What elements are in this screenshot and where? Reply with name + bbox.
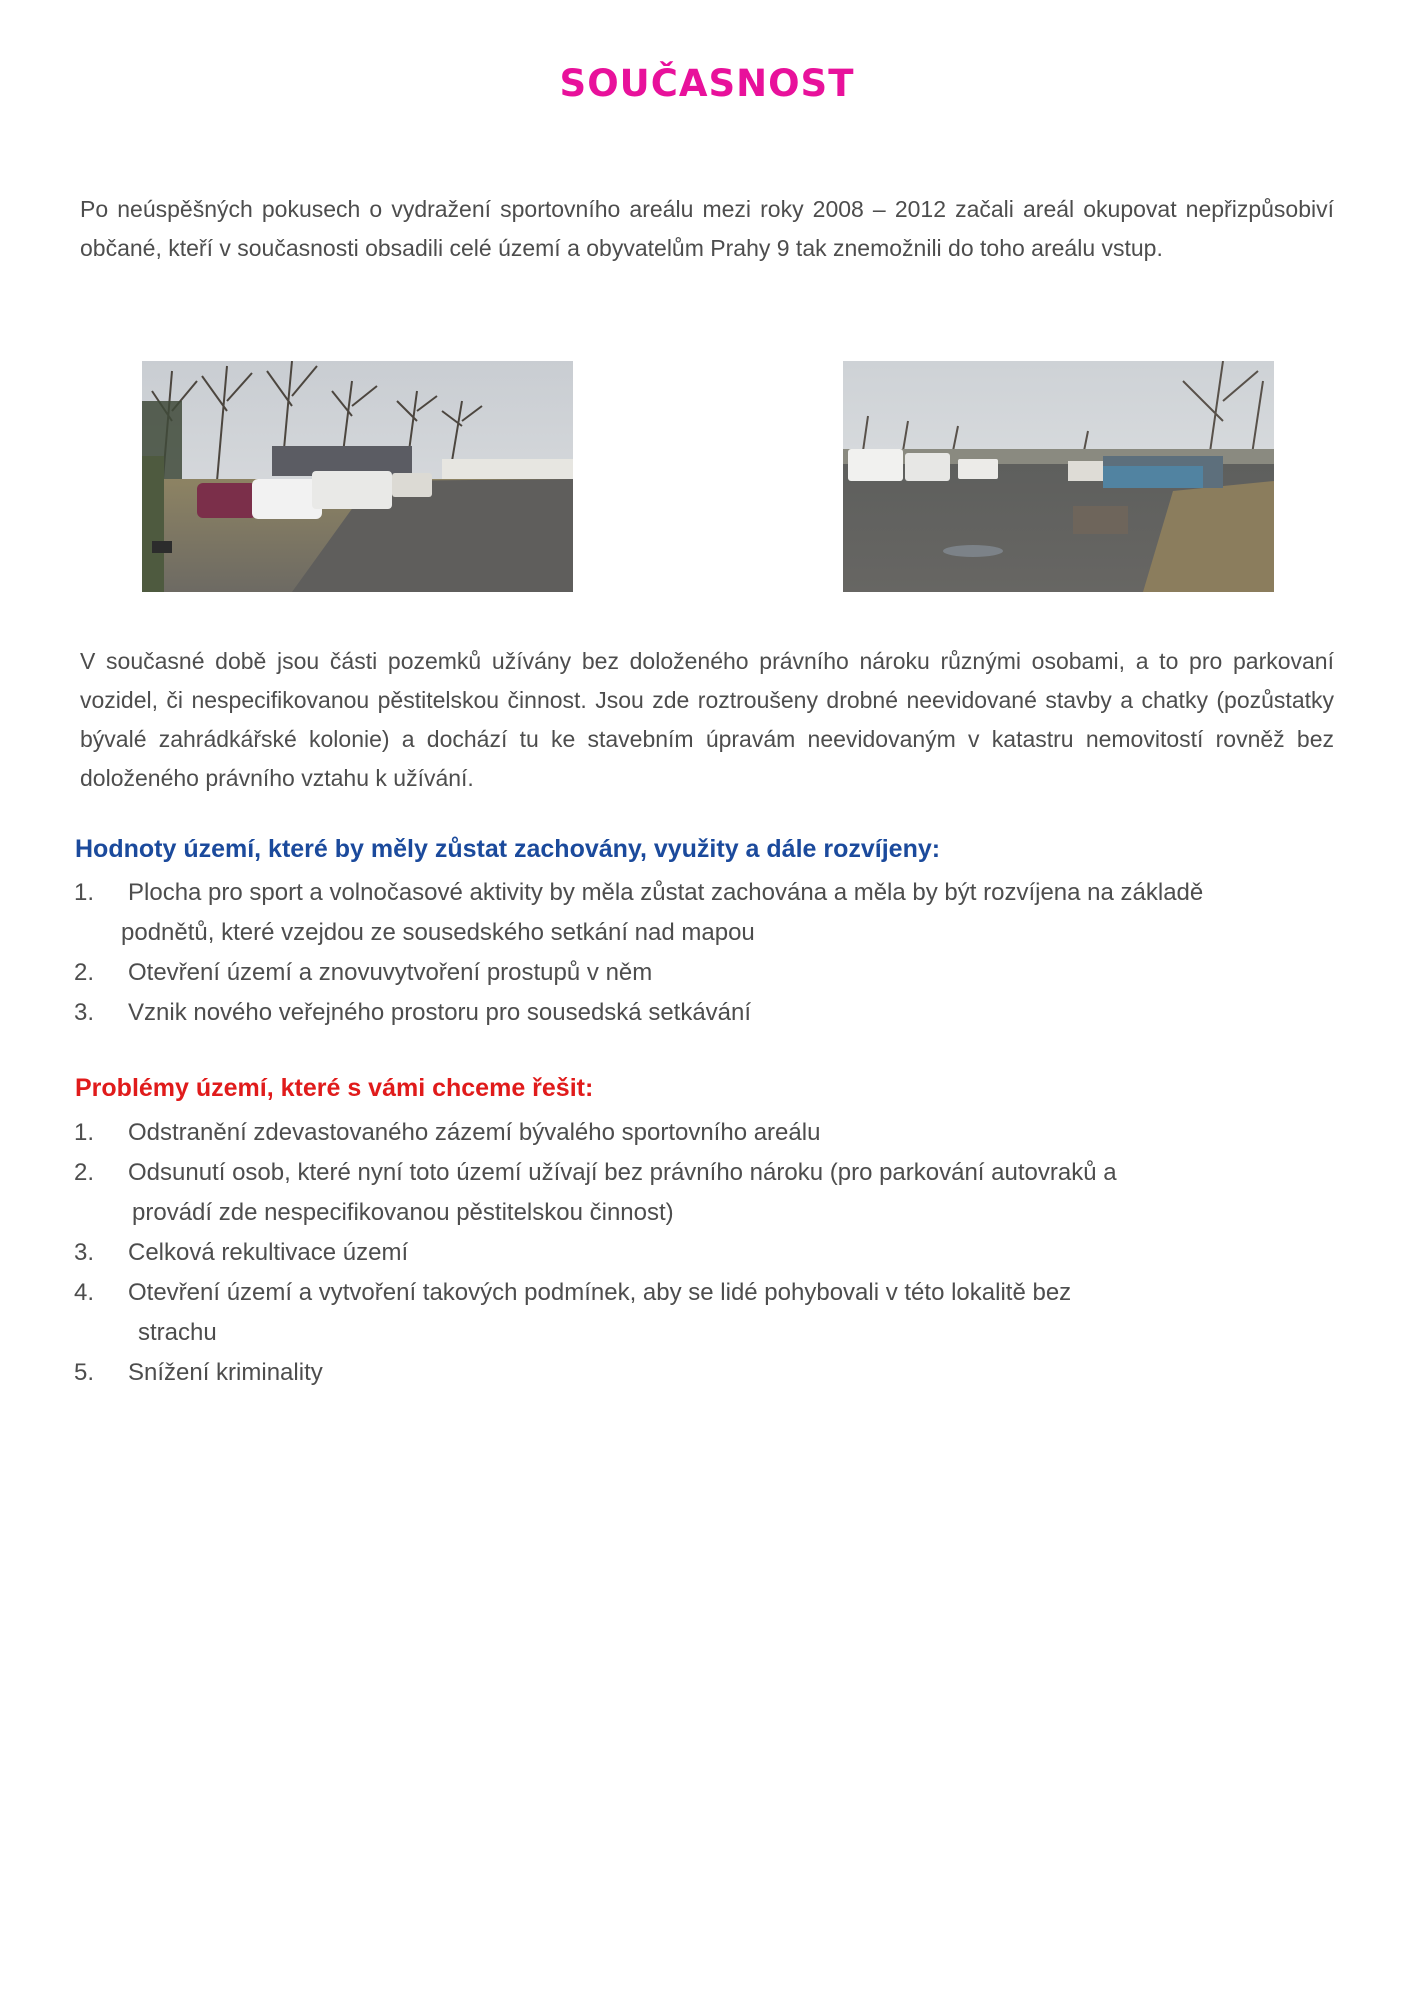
values-list xyxy=(74,873,1334,1033)
body-paragraph: V současné době jsou části pozemků užívány bez doloženého právního nároku různými osobami, a to pro parkovaní vozidel, či nespecifikovanou pěstitelskou činnost. Jsou zde roztroušeny drobné neevidované stavby a chatky (pozůstatky bývalé zahrádkářské kolonie) a dochází tu ke stavebním úpravám neevidovaným v katastru nemovitostí rovněž bez doloženého právního vztahu k užívání. xyxy=(80,648,1334,791)
photo-parked-cars xyxy=(142,361,573,592)
list-item: 3. Celková rekultivace území xyxy=(74,1239,409,1266)
page-title: SOUČASNOST xyxy=(559,62,855,105)
list-item: 2. Odsunutí osob, které nyní toto území užívají bez právního nároku (pro parkování autovraků a provádí zde nespecifikovanou pěstitelskou činnost) xyxy=(74,1159,1117,1226)
problems-heading: Problémy území, které s vámi chceme řešit: xyxy=(75,1074,594,1102)
list-item: 3. Vznik nového veřejného prostoru pro sousedská setkávání xyxy=(74,999,752,1026)
list-item: 5. Snížení kriminality xyxy=(74,1359,323,1386)
list-item: 4. Otevření území a vytvoření takových podmínek, aby se lidé pohybovali v této lokalitě bez strachu xyxy=(74,1279,1072,1346)
problems-list xyxy=(74,1113,1334,1393)
values-heading: Hodnoty území, které by měly zůstat zachovány, využity a dále rozvíjeny: xyxy=(75,835,941,863)
list-item: 1. Odstranění zdevastovaného zázemí bývalého sportovního areálu xyxy=(74,1119,821,1146)
list-item: 1. Plocha pro sport a volnočasové aktivity by měla zůstat zachována a měla by být rozvíjena na základě podnětů, které vzejdou ze sousedského setkání nad mapou xyxy=(74,879,1204,946)
photo-caravans xyxy=(843,361,1274,592)
list-item: 2. Otevření území a znovuvytvoření prostupů v něm xyxy=(74,959,653,986)
intro-paragraph: Po neúspěšných pokusech o vydražení sportovního areálu mezi roky 2008 – 2012 začali areál okupovat nepřizpůsobiví občané, kteří v současnosti obsadili celé území a obyvatelům Prahy 9 tak znemožnili do toho areálu vstup. xyxy=(80,196,1334,261)
